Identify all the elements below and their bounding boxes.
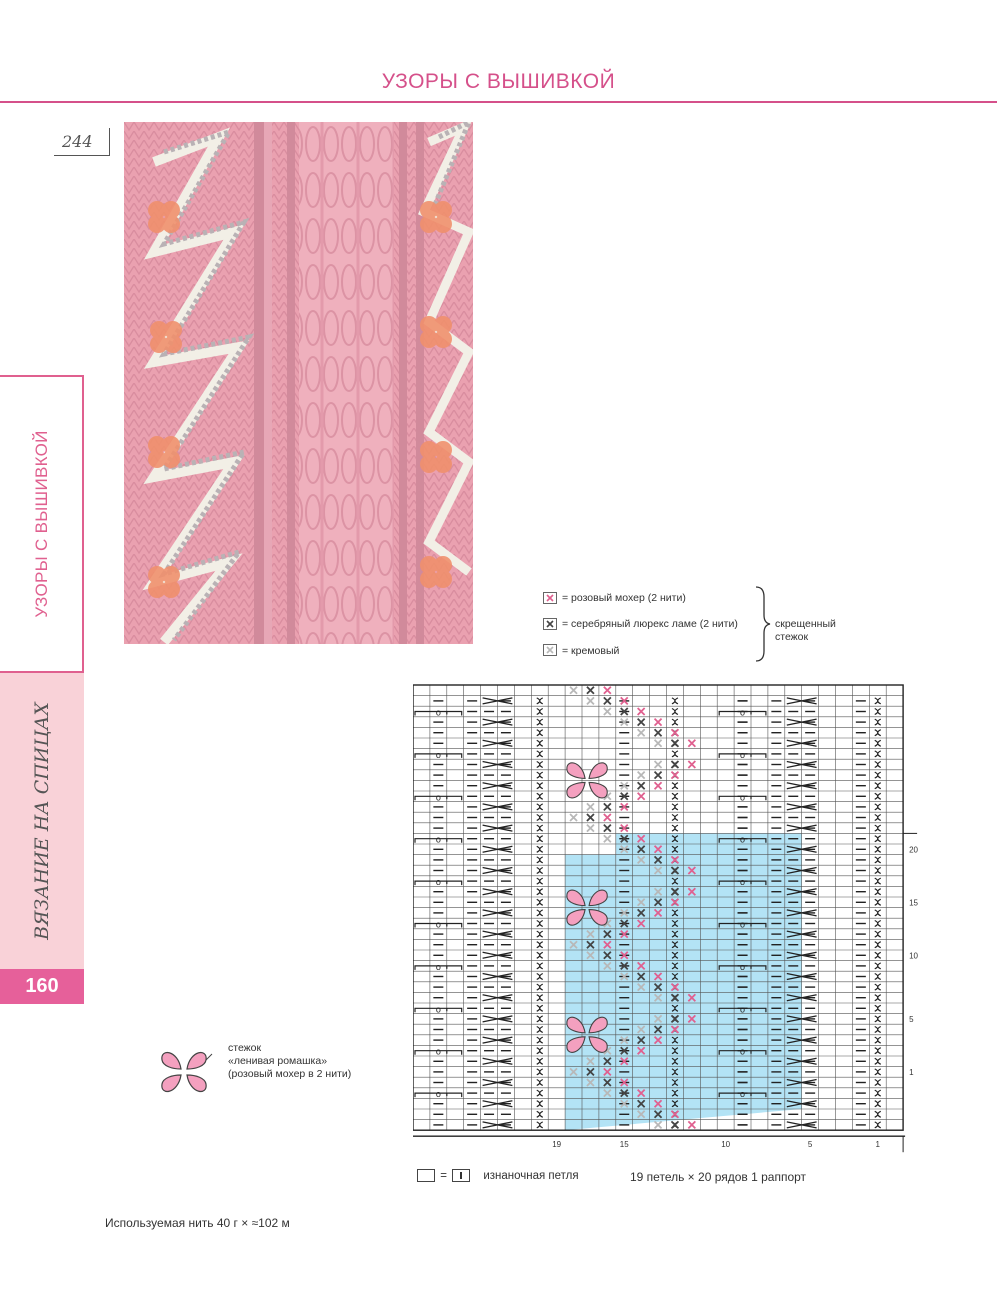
twisted-knit-mark <box>875 963 881 969</box>
twisted-knit-mark <box>537 793 543 799</box>
twisted-knit-mark <box>672 815 678 821</box>
column-number: 19 <box>552 1140 562 1150</box>
twisted-knit-mark <box>672 793 678 799</box>
twisted-knit-mark <box>537 921 543 927</box>
embroidery-cross <box>671 1121 678 1128</box>
twisted-knit-mark <box>875 730 881 736</box>
twisted-knit-mark <box>672 804 678 810</box>
row-number: 1 <box>909 1067 914 1077</box>
embroidery-cross <box>638 782 645 789</box>
twisted-knit-mark <box>537 783 543 789</box>
header-rule <box>0 101 997 103</box>
embroidery-cross <box>638 729 645 736</box>
twisted-knit-mark <box>875 1027 881 1033</box>
legend-pink-swatch <box>543 592 557 604</box>
twisted-knit-mark <box>875 1080 881 1086</box>
twisted-knit-mark <box>537 1016 543 1022</box>
repeat-summary: 19 петель × 20 рядов 1 раппорт <box>630 1170 807 1184</box>
cable-3-glyph: о <box>740 1089 746 1100</box>
twisted-knit-mark <box>537 1090 543 1096</box>
cable-3-glyph: о <box>740 749 746 760</box>
cable-3-glyph: о <box>740 919 746 930</box>
row-number: 10 <box>909 951 919 961</box>
twisted-knit-mark <box>537 1069 543 1075</box>
cable-3-glyph: о <box>435 877 441 888</box>
embroidery-cross <box>604 708 611 715</box>
embroidery-cross <box>638 708 645 715</box>
twisted-knit-mark <box>875 846 881 852</box>
embroidery-cross <box>570 687 577 694</box>
twisted-knit-mark <box>537 815 543 821</box>
twisted-knit-mark <box>672 825 678 831</box>
cable-3-glyph: о <box>740 961 746 972</box>
row-number: 15 <box>909 898 919 908</box>
legend-silver-swatch <box>543 618 557 630</box>
twisted-knit-mark <box>537 1101 543 1107</box>
purl-eq: = <box>440 1169 447 1182</box>
side-tab-book <box>0 673 84 969</box>
twisted-knit-mark <box>537 740 543 746</box>
embroidery-cross <box>655 740 662 747</box>
twisted-knit-mark <box>875 698 881 704</box>
twisted-knit-mark <box>537 836 543 842</box>
cross-stitch-label <box>775 618 855 644</box>
cable-3-glyph: о <box>435 919 441 930</box>
twisted-knit-mark <box>672 698 678 704</box>
embroidery-cross <box>604 825 611 832</box>
embroidery-cross <box>570 814 577 821</box>
twisted-knit-mark <box>537 995 543 1001</box>
embroidery-cross <box>638 719 645 726</box>
purl-empty-box <box>417 1169 435 1182</box>
twisted-knit-mark <box>537 772 543 778</box>
twisted-knit-mark <box>672 783 678 789</box>
embroidery-cross <box>604 835 611 842</box>
twisted-knit-mark <box>875 921 881 927</box>
twisted-knit-mark <box>875 793 881 799</box>
twisted-knit-mark <box>537 1027 543 1033</box>
twisted-knit-mark <box>672 751 678 757</box>
twisted-knit-mark <box>875 783 881 789</box>
twisted-knit-mark <box>537 963 543 969</box>
pattern-number: 244 <box>54 128 110 156</box>
embroidery-cross <box>655 772 662 779</box>
twisted-knit-mark <box>875 942 881 948</box>
row-number: 5 <box>909 1014 914 1024</box>
cable-3-glyph: о <box>740 792 746 803</box>
embroidery-cross <box>638 793 645 800</box>
embroidery-cross <box>587 803 594 810</box>
twisted-knit-mark <box>875 995 881 1001</box>
embroidery-cross <box>671 761 678 768</box>
embroidery-cross <box>688 1121 695 1128</box>
column-number: 10 <box>721 1140 731 1150</box>
lazy-daisy-label-line1: стежок <box>228 1042 262 1054</box>
cable-3-glyph: о <box>435 834 441 845</box>
embroidery-cross <box>587 825 594 832</box>
twisted-knit-mark <box>875 878 881 884</box>
twisted-knit-mark <box>537 825 543 831</box>
twisted-knit-mark <box>537 910 543 916</box>
twisted-knit-mark <box>672 719 678 725</box>
twisted-knit-mark <box>875 1048 881 1054</box>
side-tab-section-label: УЗОРЫ С ВЫШИВКОЙ <box>32 430 51 618</box>
twisted-knit-mark <box>875 719 881 725</box>
embroidery-cross <box>604 687 611 694</box>
lazy-daisy-label-line2: «ленивая ромашка» <box>228 1055 328 1067</box>
twisted-knit-mark <box>875 804 881 810</box>
twisted-knit-mark <box>537 846 543 852</box>
twisted-knit-mark <box>537 730 543 736</box>
embroidery-cross <box>604 697 611 704</box>
twisted-knit-mark <box>875 974 881 980</box>
cable-3-glyph: о <box>435 707 441 718</box>
twisted-knit-mark <box>875 825 881 831</box>
twisted-knit-mark <box>537 942 543 948</box>
embroidery-cross <box>655 1121 662 1128</box>
twisted-knit-mark <box>875 815 881 821</box>
twisted-knit-mark <box>537 698 543 704</box>
twisted-knit-mark <box>537 974 543 980</box>
embroidery-cross <box>655 729 662 736</box>
side-tab-book-label: ВЯЗАНИЕ НА СПИЦАХ <box>31 702 53 940</box>
embroidery-cross <box>671 772 678 779</box>
embroidery-cross <box>671 740 678 747</box>
twisted-knit-mark <box>875 857 881 863</box>
cable-3-glyph: о <box>740 834 746 845</box>
cable-3-glyph: о <box>435 1004 441 1015</box>
twisted-knit-mark <box>875 1122 881 1128</box>
twisted-knit-mark <box>875 1101 881 1107</box>
page-number: 160 <box>0 969 84 1004</box>
legend-cream-label: = кремовый <box>562 645 620 657</box>
cable-3-glyph: о <box>435 749 441 760</box>
twisted-knit-mark <box>875 868 881 874</box>
twisted-knit-mark <box>537 1080 543 1086</box>
column-number: 15 <box>619 1140 629 1150</box>
embroidery-cross <box>671 729 678 736</box>
embroidery-cross <box>655 719 662 726</box>
twisted-knit-mark <box>875 899 881 905</box>
twisted-knit-mark <box>537 751 543 757</box>
twisted-knit-mark <box>875 1069 881 1075</box>
twisted-knit-mark <box>537 1048 543 1054</box>
twisted-knit-mark <box>875 1037 881 1043</box>
embroidery-cross <box>604 814 611 821</box>
side-tab-section <box>0 375 84 673</box>
cable-3-glyph: о <box>435 792 441 803</box>
twisted-knit-mark <box>537 931 543 937</box>
legend-pink-label: = розовый мохер (2 нити) <box>562 592 686 604</box>
twisted-knit-mark <box>875 836 881 842</box>
purl-label: изнаночная петля <box>483 1169 579 1182</box>
twisted-knit-mark <box>537 1058 543 1064</box>
cable-3-glyph: о <box>435 961 441 972</box>
legend-brace <box>752 585 772 663</box>
embroidery-cross <box>655 782 662 789</box>
twisted-knit-mark <box>537 709 543 715</box>
yarn-info: Используемая нить 40 г × ≈102 м <box>105 1216 290 1230</box>
twisted-knit-mark <box>875 762 881 768</box>
twisted-knit-mark <box>537 984 543 990</box>
embroidery-cross <box>655 761 662 768</box>
twisted-knit-mark <box>537 889 543 895</box>
twisted-knit-mark <box>537 1111 543 1117</box>
embroidery-cross <box>587 697 594 704</box>
cable-3-glyph: о <box>435 1089 441 1100</box>
twisted-knit-mark <box>875 751 881 757</box>
cable-3-glyph: о <box>740 707 746 718</box>
twisted-knit-mark <box>672 709 678 715</box>
twisted-knit-mark <box>875 1016 881 1022</box>
embroidery-cross <box>604 803 611 810</box>
twisted-knit-mark <box>875 889 881 895</box>
twisted-knit-mark <box>537 1005 543 1011</box>
legend-cream-swatch <box>543 644 557 656</box>
lazy-daisy-flower-icon <box>152 1040 216 1104</box>
twisted-knit-mark <box>537 857 543 863</box>
twisted-knit-mark <box>875 952 881 958</box>
twisted-knit-mark <box>537 804 543 810</box>
twisted-knit-mark <box>875 740 881 746</box>
twisted-knit-mark <box>537 1122 543 1128</box>
twisted-knit-mark <box>875 1058 881 1064</box>
twisted-knit-mark <box>537 952 543 958</box>
twisted-knit-mark <box>875 984 881 990</box>
row-number: 20 <box>909 845 919 855</box>
twisted-knit-mark <box>537 878 543 884</box>
cable-3-glyph: о <box>740 1004 746 1015</box>
cable-3-glyph: о <box>435 1046 441 1057</box>
twisted-knit-mark <box>875 772 881 778</box>
knitted-swatch-photo <box>124 122 473 644</box>
embroidery-cross <box>638 772 645 779</box>
twisted-knit-mark <box>537 899 543 905</box>
embroidery-cross <box>688 761 695 768</box>
purl-symbol-box <box>452 1169 470 1182</box>
twisted-knit-mark <box>537 1037 543 1043</box>
column-number: 5 <box>807 1140 813 1150</box>
embroidery-cross <box>587 687 594 694</box>
knitting-chart <box>413 683 923 1153</box>
page-header-title: УЗОРЫ С ВЫШИВКОЙ <box>381 70 616 93</box>
cross-stitch-label-line2: стежок <box>775 631 809 643</box>
cable-3-glyph: о <box>740 1046 746 1057</box>
column-number: 1 <box>875 1140 880 1150</box>
twisted-knit-mark <box>875 1111 881 1117</box>
cross-stitch-label-line1: скрещенный <box>775 618 836 630</box>
twisted-knit-mark <box>875 1005 881 1011</box>
twisted-knit-mark <box>537 719 543 725</box>
lazy-daisy-label <box>228 1042 351 1081</box>
embroidery-cross <box>587 814 594 821</box>
embroidery-cross <box>688 740 695 747</box>
purl-legend <box>417 1169 579 1182</box>
twisted-knit-mark <box>537 868 543 874</box>
twisted-knit-mark <box>875 910 881 916</box>
cable-3-glyph: о <box>740 877 746 888</box>
twisted-knit-mark <box>537 762 543 768</box>
twisted-knit-mark <box>875 931 881 937</box>
twisted-knit-mark <box>875 709 881 715</box>
lazy-daisy-label-line3: (розовый мохер в 2 нити) <box>228 1068 352 1080</box>
twisted-knit-mark <box>875 1090 881 1096</box>
legend-silver-label: = серебряный люрекс ламе (2 нити) <box>562 618 738 630</box>
